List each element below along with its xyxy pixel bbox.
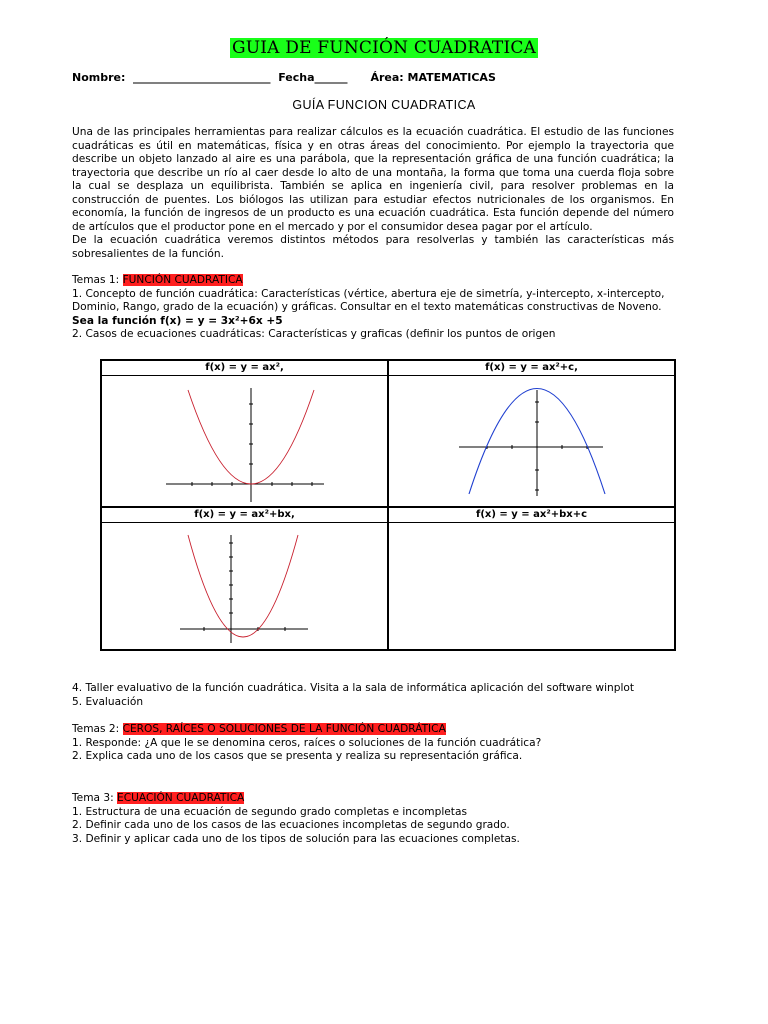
tema1-item-2: 2. Casos de ecuaciones cuadráticas: Características y graficas (definir los puntos de origen bbox=[72, 328, 556, 340]
parabola-ax2bx bbox=[188, 535, 298, 637]
intro-text-1: Una de las principales herramientas para realizar cálculos es la ecuación cuadrática. El estudio de las funciones cuadráticas es útil en matemáticas, física y en otras áreas del conocimiento. Por ejemplo la trayectoria que describe un objeto lanzado al aire es una parábola, que la representación gráfica de una función cuadrática; la trayectoria que describe un río al caer desde lo alto de una montaña, la forma que toma una cuerda floja sobre la cual se desplaza un equilibrista. También se aplica en ingeniería civil, para resolver problemas en la construcción de puentes. Los biólogos las utilizan para estudiar efectos nutricionales de los organismos. En economía, la función de ingresos de un producto es una ecuación cuadrática. Esta función depende del número de artículos que el productor pone en el mercado y por el consumidor desea pagar por el artículo. bbox=[72, 126, 674, 233]
tema3-label: Tema 3: bbox=[72, 792, 118, 804]
tema3-item-2: 2. Definir cada uno de los casos de las ecuaciones incompletas de segundo grado. bbox=[72, 819, 510, 831]
graph-title-ax2bx: f(x) = y = ax²+bx, bbox=[102, 508, 387, 523]
tema3-highlight: ECUACIÓN CUADRATICA bbox=[117, 792, 245, 804]
tema3-section bbox=[72, 792, 692, 846]
tema1-highlight: FUNCIÓN CUADRATICA bbox=[122, 274, 243, 286]
tema2-section bbox=[72, 723, 692, 764]
tema2-highlight: CEROS, RAÍCES O SOLUCIONES DE LA FUNCIÓN CUADRÁTICA bbox=[122, 723, 446, 735]
graph-title-ax2bxc: f(x) = y = ax²+bx+c bbox=[389, 508, 674, 523]
tema1-continued bbox=[72, 682, 692, 709]
graph-ax2c-svg bbox=[389, 376, 674, 506]
graph-ax2-svg bbox=[102, 376, 387, 506]
tema2-item-2: 2. Explica cada uno de los casos que se presenta y realiza su representación gráfica. bbox=[72, 750, 523, 762]
graph-cell-ax2bxc bbox=[388, 507, 675, 650]
intro-paragraph bbox=[72, 126, 674, 261]
tema3-item-3: 3. Definir y aplicar cada uno de los tipos de solución para las ecuaciones completas. bbox=[72, 832, 520, 845]
intro-text-2: De la ecuación cuadrática veremos distintos métodos para resolverlas y también las características más sobresalientes de la función. bbox=[72, 234, 674, 260]
guide-subtitle: GUÍA FUNCION CUADRATICA bbox=[292, 98, 476, 112]
graph-title-ax2: f(x) = y = ax², bbox=[102, 361, 387, 376]
graph-ax2bxc-empty bbox=[389, 523, 674, 649]
student-info-line: Nombre: _________________________ Fecha______ Área: MATEMATICAS bbox=[72, 71, 496, 84]
tema1-label: Temas 1: bbox=[72, 274, 123, 286]
graph-cell-ax2 bbox=[101, 360, 388, 507]
graph-cell-ax2bx bbox=[101, 507, 388, 650]
tema1-item-1: 1. Concepto de función cuadrática: Características (vértice, abertura eje de simetría, y-intercepto, x-intercepto, Dominio, Rango, grado de la ecuación) y gráficas. Consultar en el texto matemáticas constructivas de Noveno. bbox=[72, 287, 665, 313]
tema1-item-5: 5. Evaluación bbox=[72, 695, 144, 708]
graph-title-ax2c: f(x) = y = ax²+c, bbox=[389, 361, 674, 376]
graph-ax2bx-svg bbox=[102, 523, 387, 649]
graph-table bbox=[100, 359, 676, 651]
graph-cell-ax2c bbox=[388, 360, 675, 507]
tema1-function: Sea la función f(x) = y = 3x²+6x +5 bbox=[72, 314, 283, 327]
tema2-item-1: 1. Responde: ¿A que le se denomina ceros, raíces o soluciones de la función cuadrática? bbox=[72, 736, 542, 749]
tema2-label: Temas 2: bbox=[72, 723, 123, 735]
tema1-section bbox=[72, 274, 692, 342]
tema3-item-1: 1. Estructura de una ecuación de segundo grado completas e incompletas bbox=[72, 805, 467, 818]
document-title: GUIA DE FUNCIÓN CUADRATICA bbox=[231, 38, 537, 58]
tema1-item-4: 4. Taller evaluativo de la función cuadrática. Visita a la sala de informática aplicación del software winplot bbox=[72, 682, 635, 694]
